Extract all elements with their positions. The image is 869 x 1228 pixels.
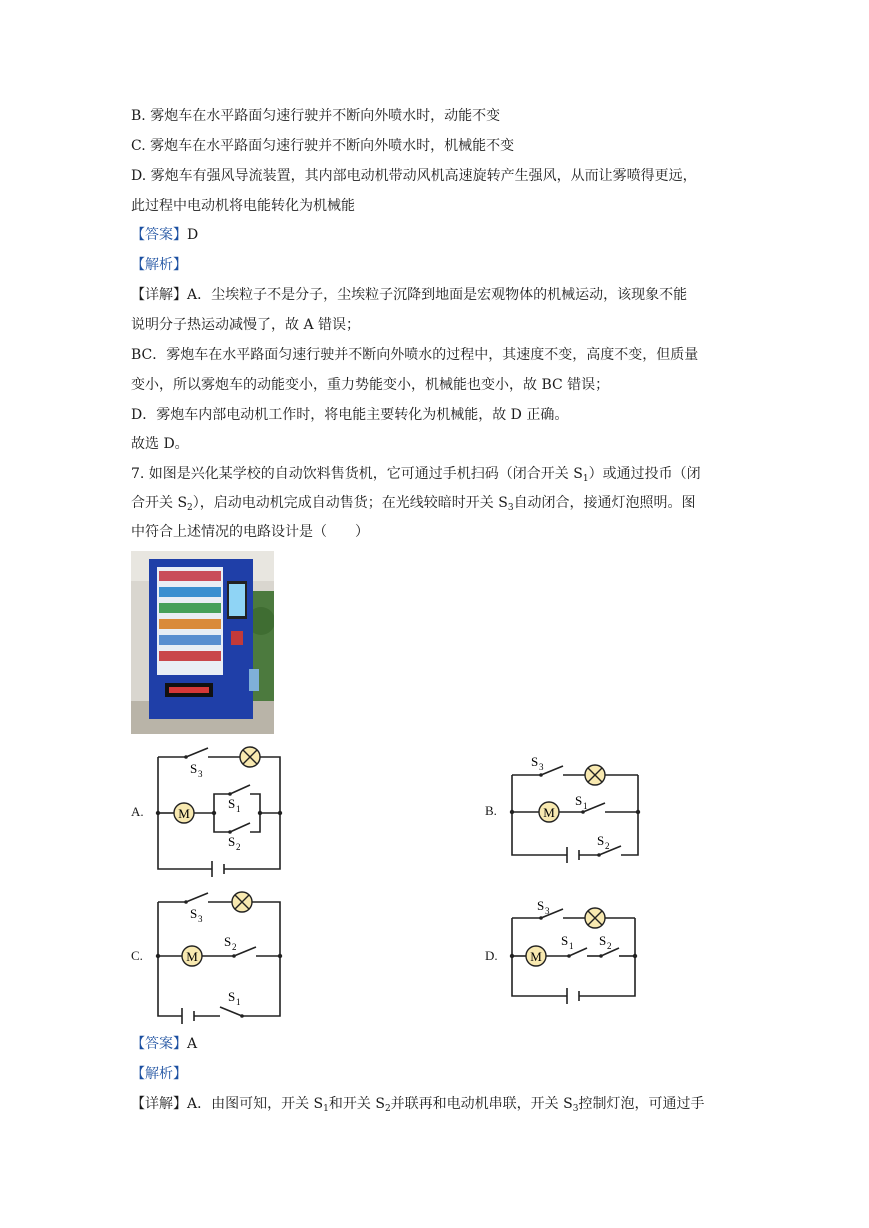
sub: 2	[236, 842, 241, 852]
detail-tag: 【详解】	[131, 287, 187, 303]
detail-tag: 【详解】	[131, 1096, 187, 1112]
label-s: S	[575, 793, 583, 808]
sub: 3	[198, 914, 203, 924]
vending-machine-photo	[131, 551, 274, 734]
sub: 3	[545, 906, 550, 916]
circuit-b	[505, 753, 645, 869]
label-s: S	[599, 933, 607, 948]
q7-text: 7. 如图是兴化某学校的自动饮料售货机，它可通过手机扫码（闭合开关 S	[131, 466, 583, 482]
q7-line3: 中符合上述情况的电路设计是（ ）	[131, 524, 369, 540]
analysis-7: 【解析】	[131, 1066, 187, 1082]
sub: 3	[572, 1104, 579, 1114]
answer-value: A	[187, 1036, 198, 1052]
sub: 3	[507, 503, 514, 513]
answer-6	[131, 226, 198, 244]
detail-6-a	[131, 286, 687, 304]
detail-7	[131, 1095, 704, 1113]
sub: 3	[539, 762, 544, 772]
option-a-label: A.	[131, 804, 144, 819]
detail-6-d: D．雾炮车内部电动机工作时，将电能主要转化为机械能，故 D 正确。	[131, 407, 569, 423]
q7-text: 自动闭合，接通灯泡照明。图	[513, 495, 696, 511]
sub: 1	[582, 474, 589, 484]
answer-tag: 【答案】	[131, 1036, 187, 1052]
motor-label: M	[186, 949, 198, 964]
label-s: S	[597, 833, 605, 848]
label-s: S	[224, 934, 232, 949]
label-s: S	[228, 834, 236, 849]
sub: 1	[569, 941, 574, 951]
label-s: S	[228, 989, 236, 1004]
label-s: S	[561, 933, 569, 948]
q7-line1	[131, 465, 701, 483]
text-b: B. 雾炮车在水平路面匀速行驶并不断向外喷水时，动能不变	[131, 108, 501, 124]
q7-text: ），启动电动机完成自动售货；在光线较暗时开关 S	[192, 495, 508, 511]
circuit-d	[505, 898, 645, 1014]
choose-6: 故选 D。	[131, 436, 189, 452]
sub: 2	[384, 1104, 391, 1114]
circuit-a	[150, 742, 290, 882]
analysis-6: 【解析】	[131, 257, 187, 273]
sub: 1	[236, 804, 241, 814]
detail-text: A．尘埃粒子不是分子，尘埃粒子沉降到地面是宏观物体的机械运动，该现象不能	[187, 287, 688, 303]
q7-line2	[131, 494, 696, 512]
detail-6-bc: BC．雾炮车在水平路面匀速行驶并不断向外喷水的过程中，其速度不变，高度不变，但质量	[131, 347, 699, 363]
text-c: C. 雾炮车在水平路面匀速行驶并不断向外喷水时，机械能不变	[131, 138, 515, 154]
q7-text: ）或通过投币（闭	[588, 466, 701, 482]
sub: 2	[607, 941, 612, 951]
detail-text: 控制灯泡，可通过手	[578, 1096, 705, 1112]
label-s: S	[537, 898, 545, 913]
option-d-label: D.	[485, 948, 498, 963]
motor-label: M	[178, 806, 190, 821]
sub: 2	[605, 841, 610, 851]
answer-7	[131, 1035, 197, 1053]
sub: 1	[583, 801, 588, 811]
detail-6-bc2: 变小，所以雾炮车的动能变小，重力势能变小，机械能也变小，故 BC 错误；	[131, 377, 610, 393]
detail-text: 和开关 S	[328, 1096, 385, 1112]
detail-text: A．由图可知，开关 S	[187, 1096, 324, 1112]
text-d-cont: 此过程中电动机将电能转化为机械能	[131, 198, 355, 214]
detail-6-a2: 说明分子热运动减慢了，故 A 错误；	[131, 317, 361, 333]
sub: 2	[232, 942, 237, 952]
sub: 3	[198, 769, 203, 779]
answer-value: D	[187, 227, 199, 243]
detail-text: 并联再和电动机串联，开关 S	[390, 1096, 573, 1112]
answer-tag: 【答案】	[131, 227, 187, 243]
sub: 1	[323, 1104, 329, 1114]
motor-label: M	[530, 949, 542, 964]
sub: 1	[236, 997, 241, 1007]
option-b-label: B.	[485, 803, 497, 818]
text-d: D. 雾炮车有强风导流装置，其内部电动机带动风机高速旋转产生强风，从而让雾喷得更远，	[131, 168, 697, 184]
label-s: S	[531, 754, 539, 769]
motor-label: M	[543, 805, 555, 820]
label-s: S	[190, 906, 198, 921]
q7-text: 合开关 S	[131, 495, 188, 511]
label-s: S	[190, 761, 198, 776]
label-s: S	[228, 796, 236, 811]
sub: 2	[187, 503, 193, 513]
circuit-c	[150, 886, 290, 1030]
option-c-label: C.	[131, 948, 143, 963]
